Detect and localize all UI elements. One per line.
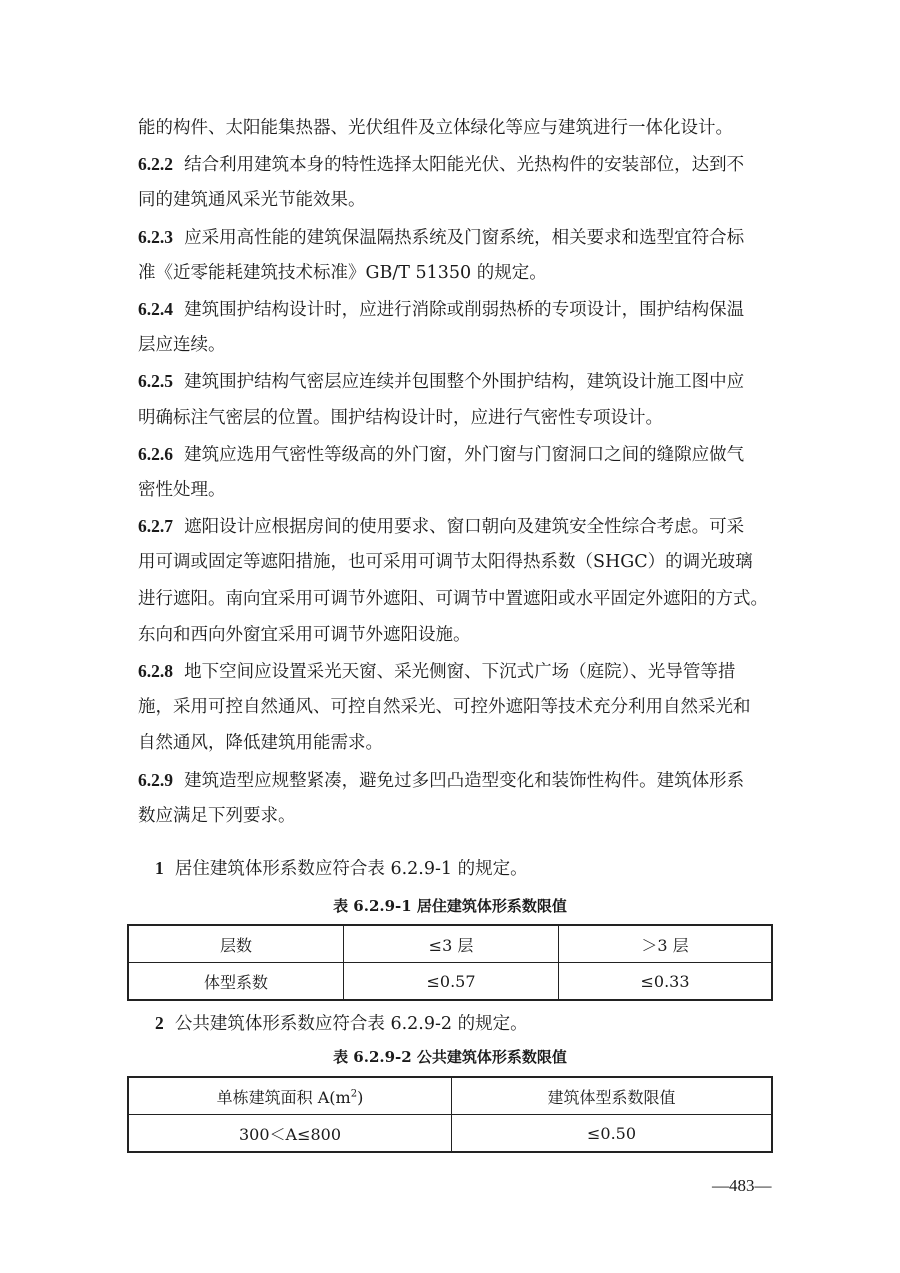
table-header-cell: 单栋建筑面积 $A(m^2)$	[128, 1077, 452, 1115]
clause-text: 用可调或固定等遮阳措施，也可采用可调节太阳得热系数（SHGC）的调光玻璃	[138, 552, 753, 572]
list-number: 1	[155, 858, 164, 878]
table-row	[128, 925, 772, 963]
table-cell: 300＜A≤800	[128, 1115, 452, 1153]
paragraph-line	[138, 586, 768, 612]
clause-text: 结合利用建筑本身的特性选择太阳能光伏、光热构件的安装部位，达到不	[184, 155, 745, 175]
paragraph-line	[138, 187, 768, 213]
page-number: —483—	[712, 1176, 772, 1195]
paragraph-line	[138, 115, 768, 141]
table-row	[128, 1077, 772, 1115]
table-cell: ＞3 层	[559, 925, 773, 963]
paragraph-line	[138, 260, 768, 286]
clause-text: 层应连续。	[138, 335, 226, 355]
paragraph-line	[138, 730, 768, 756]
clause-number: 6.2.6	[138, 444, 173, 464]
table-cell: 层数	[128, 925, 344, 963]
paragraph-line	[138, 513, 768, 540]
clause-text: 准《近零能耗建筑技术标准》GB/T 51350 的规定。	[138, 263, 547, 283]
table2	[127, 1076, 773, 1153]
list-text: 居住建筑体形系数应符合表 6.2.9-1 的规定。	[174, 859, 528, 879]
table-header-cell: 建筑体型系数限值	[452, 1077, 773, 1115]
table-cell: ≤0.33	[559, 963, 773, 1001]
table1-caption: 表 6.2.9-1 居住建筑体形系数限值	[333, 897, 567, 915]
paragraph-line	[138, 767, 768, 794]
table-cell: ≤3 层	[344, 925, 559, 963]
paragraph-line	[138, 224, 768, 251]
paragraph-line	[138, 549, 768, 575]
clause-number: 6.2.8	[138, 661, 173, 681]
paragraph-line	[138, 405, 768, 431]
list-item-2	[155, 1010, 785, 1037]
paragraph-line	[138, 477, 768, 503]
list-text: 公共建筑体形系数应符合表 6.2.9-2 的规定。	[174, 1014, 528, 1034]
clause-text: 进行遮阳。南向宜采用可调节外遮阳、可调节中置遮阳或水平固定外遮阳的方式。	[138, 589, 768, 609]
clause-number: 6.2.5	[138, 371, 173, 391]
clause-text: 明确标注气密层的位置。围护结构设计时，应进行气密性专项设计。	[138, 408, 663, 428]
paragraph-line	[138, 622, 768, 648]
list-item-1	[155, 855, 785, 882]
list-number: 2	[155, 1013, 164, 1033]
clause-number: 6.2.2	[138, 154, 173, 174]
clause-text: 建筑造型应规整紧凑，避免过多凹凸造型变化和装饰性构件。建筑体形系	[184, 771, 745, 791]
table-row	[128, 963, 772, 1001]
clause-number: 6.2.4	[138, 299, 173, 319]
clause-number: 6.2.7	[138, 516, 173, 536]
clause-text: 密性处理。	[138, 480, 226, 500]
clause-text: 地下空间应设置采光天窗、采光侧窗、下沉式广场（庭院）、光导管等措	[184, 662, 736, 682]
clause-text: 应采用高性能的建筑保温隔热系统及门窗系统，相关要求和选型宜符合标	[184, 228, 745, 248]
table-cell: ≤0.50	[452, 1115, 773, 1153]
clause-text: 能的构件、太阳能集热器、光伏组件及立体绿化等应与建筑进行一体化设计。	[138, 118, 733, 138]
paragraph-line	[138, 368, 768, 395]
clause-text: 同的建筑通风采光节能效果。	[138, 190, 366, 210]
table-cell: 体型系数	[128, 963, 344, 1001]
paragraph-line	[138, 296, 768, 323]
table-row	[128, 1115, 772, 1153]
table-cell: ≤0.57	[344, 963, 559, 1001]
clause-text: 遮阳设计应根据房间的使用要求、窗口朝向及建筑安全性综合考虑。可采	[184, 517, 745, 537]
clause-text: 施，采用可控自然通风、可控自然采光、可控外遮阳等技术充分利用自然采光和	[138, 697, 751, 717]
clause-number: 6.2.9	[138, 770, 173, 790]
clause-text: 数应满足下列要求。	[138, 806, 296, 826]
paragraph-line	[138, 658, 768, 685]
table2-caption: 表 6.2.9-2 公共建筑体形系数限值	[333, 1048, 567, 1066]
clause-text: 东向和西向外窗宜采用可调节外遮阳设施。	[138, 625, 471, 645]
clause-text: 建筑围护结构设计时，应进行消除或削弱热桥的专项设计，围护结构保温	[184, 300, 745, 320]
paragraph-line	[138, 332, 768, 358]
paragraph-line	[138, 151, 768, 178]
clause-number: 6.2.3	[138, 227, 173, 247]
clause-text: 建筑围护结构气密层应连续并包围整个外围护结构，建筑设计施工图中应	[184, 372, 745, 392]
clause-text: 建筑应选用气密性等级高的外门窗，外门窗与门窗洞口之间的缝隙应做气	[184, 445, 745, 465]
paragraph-line	[138, 441, 768, 468]
paragraph-line	[138, 694, 768, 720]
paragraph-line	[138, 803, 768, 829]
clause-text: 自然通风，降低建筑用能需求。	[138, 733, 383, 753]
table1	[127, 924, 773, 1001]
